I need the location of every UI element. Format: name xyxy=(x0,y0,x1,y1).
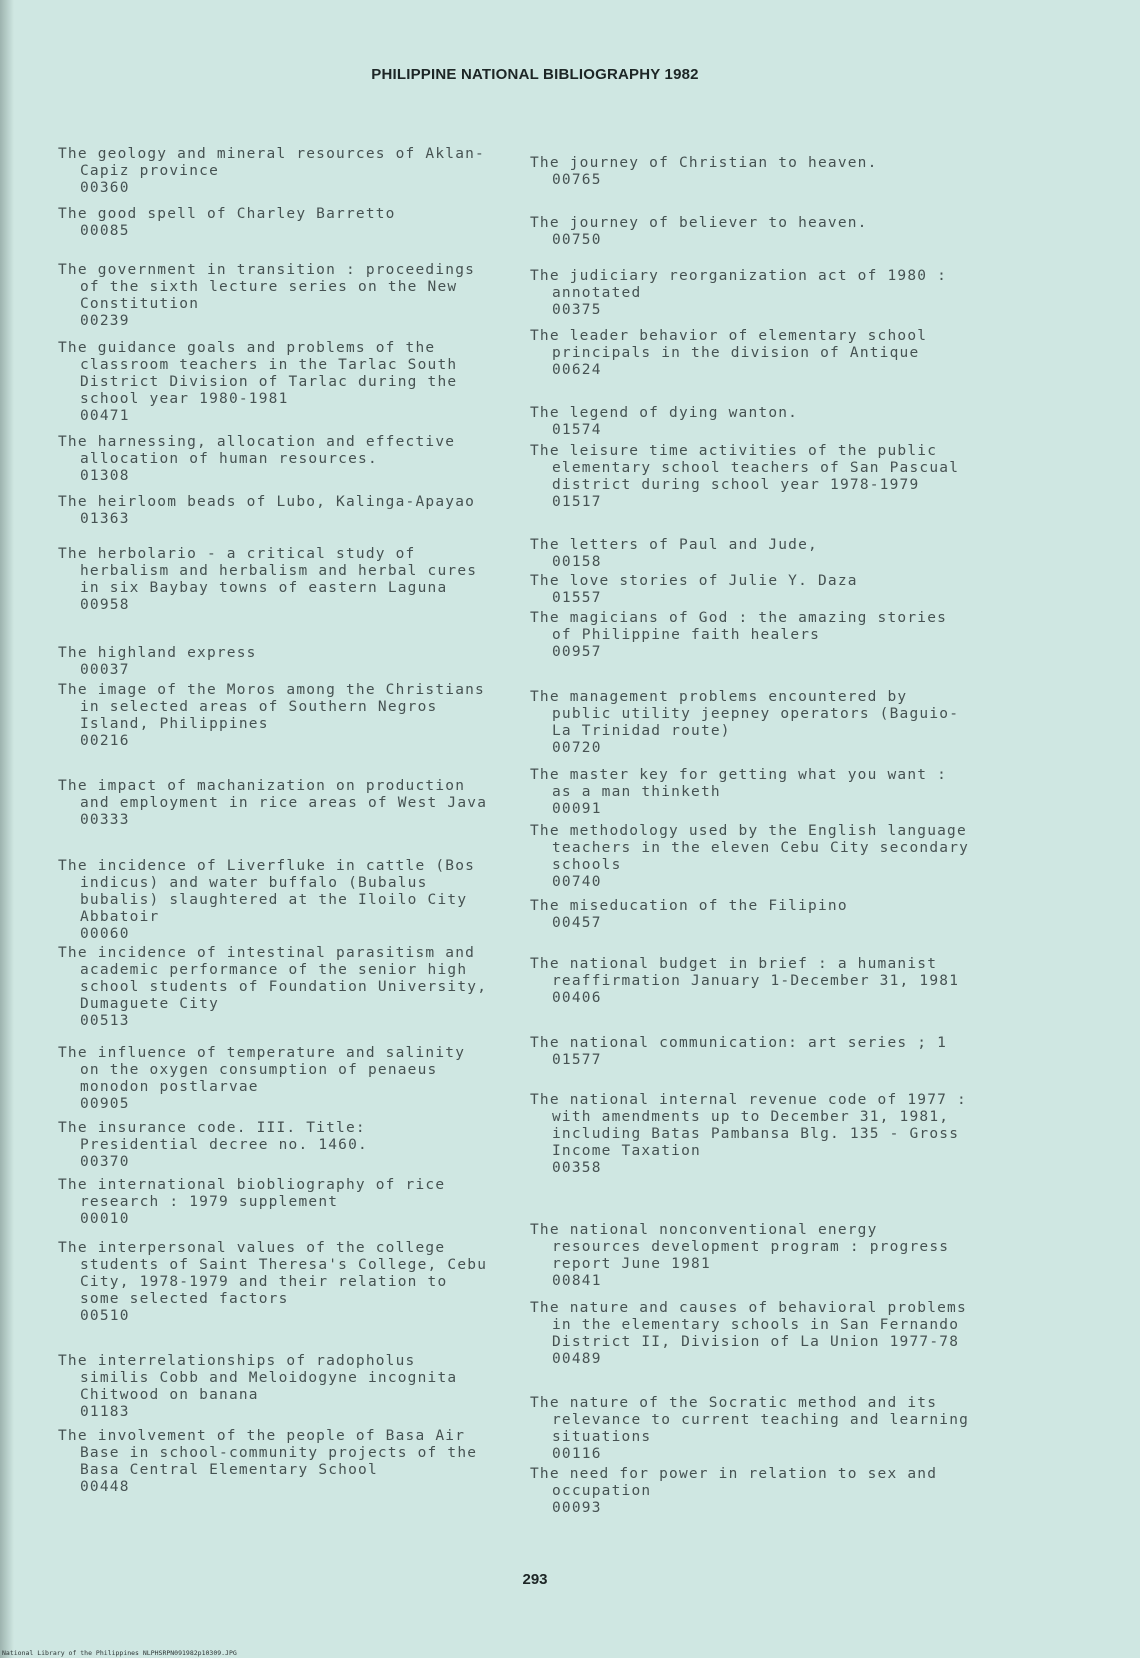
entry-code: 00158 xyxy=(552,554,602,570)
right-bibliography-entry xyxy=(530,443,970,511)
right-bibliography-entry xyxy=(530,823,979,891)
entry-title: The national communication: art series ; 1 xyxy=(530,1035,948,1051)
page-header: PHILIPPINE NATIONAL BIBLIOGRAPHY 1982 xyxy=(371,66,699,83)
entry-title: The geology and mineral resources of Aklan-Capiz province xyxy=(58,146,485,179)
right-bibliography-entry xyxy=(530,610,970,661)
right-bibliography-entry xyxy=(530,1466,970,1517)
entry-title: The national internal revenue code of 1977 : with amendments up to December 31, 1981, including Batas Pambansa Blg. 135 - Gross Income Taxation xyxy=(530,1092,977,1159)
left-bibliography-entry xyxy=(58,1120,488,1171)
entry-title: The master key for getting what you want : as a man thinketh xyxy=(530,767,957,800)
entry-code: 00841 xyxy=(552,1273,602,1289)
left-bibliography-entry xyxy=(58,340,488,425)
entry-title: The guidance goals and problems of the classroom teachers in the Tarlac South District Division of Tarlac during the school year 1980-1981 xyxy=(58,340,468,407)
entry-code: 00375 xyxy=(552,302,602,318)
entry-code: 00958 xyxy=(80,597,130,613)
entry-code: 00091 xyxy=(552,801,602,817)
entry-title: The interrelationships of radopholus similis Cobb and Meloidogyne incognita Chitwood on banana xyxy=(58,1353,468,1403)
entry-title: The herbolario - a critical study of herbalism and herbalism and herbal cures in six Baybay towns of eastern Laguna xyxy=(58,546,488,596)
entry-code: 00510 xyxy=(80,1308,130,1324)
entry-code: 01308 xyxy=(80,468,130,484)
entry-title: The government in transition : proceedings of the sixth lecture series on the New Constitution xyxy=(58,262,485,312)
right-bibliography-entry xyxy=(530,573,970,607)
left-bibliography-entry xyxy=(58,1240,498,1325)
entry-title: The insurance code. III. Title: Presidential decree no. 1460. xyxy=(58,1120,376,1153)
right-bibliography-entry xyxy=(530,328,970,379)
entry-code: 00060 xyxy=(80,926,130,942)
entry-code: 00513 xyxy=(80,1013,130,1029)
entry-code: 00905 xyxy=(80,1096,130,1112)
right-bibliography-entry xyxy=(530,1092,977,1177)
entry-title: The legend of dying wanton. xyxy=(530,405,799,421)
entry-code: 00093 xyxy=(552,1500,602,1516)
left-bibliography-entry xyxy=(58,858,488,943)
entry-title: The influence of temperature and salinity on the oxygen consumption of penaeus monodon postlarvae xyxy=(58,1045,476,1095)
entry-code: 00624 xyxy=(552,362,602,378)
left-bibliography-entry xyxy=(58,778,488,829)
entry-title: The national nonconventional energy resources development program : progress report June 1981 xyxy=(530,1222,960,1272)
entry-title: The need for power in relation to sex and occupation xyxy=(530,1466,948,1499)
entry-code: 01363 xyxy=(80,511,130,527)
entry-title: The incidence of intestinal parasitism and academic performance of the senior high school students of Foundation University, Dumaguete City xyxy=(58,945,498,1012)
entry-title: The letters of Paul and Jude, xyxy=(530,537,818,553)
entry-code: 01557 xyxy=(552,590,602,606)
left-bibliography-entry xyxy=(58,645,488,679)
left-bibliography-entry xyxy=(58,434,488,485)
entry-code: 00750 xyxy=(552,232,602,248)
left-bibliography-entry xyxy=(58,262,488,330)
entry-code: 00360 xyxy=(80,180,130,196)
right-bibliography-entry xyxy=(530,268,970,319)
entry-code: 00239 xyxy=(80,313,130,329)
right-bibliography-entry xyxy=(530,405,970,439)
entry-title: The highland express xyxy=(58,645,257,661)
entry-title: The interpersonal values of the college students of Saint Theresa's College, Cebu City, 1978-1979 and their relation to some selected factors xyxy=(58,1240,498,1307)
entry-title: The national budget in brief : a humanist reaffirmation January 1-December 31, 1981 xyxy=(530,956,960,989)
entry-code: 00358 xyxy=(552,1160,602,1176)
left-bibliography-entry xyxy=(58,146,488,197)
right-bibliography-entry xyxy=(530,898,970,932)
entry-code: 01577 xyxy=(552,1052,602,1068)
scan-footer: National Library of the Philippines NLPHSRPN091982p10309.JPG xyxy=(2,1649,237,1657)
entry-code: 00216 xyxy=(80,733,130,749)
left-bibliography-entry xyxy=(58,546,488,614)
left-bibliography-entry xyxy=(58,1045,488,1113)
entry-code: 00457 xyxy=(552,915,602,931)
left-bibliography-entry xyxy=(58,945,498,1030)
entry-title: The leisure time activities of the public elementary school teachers of San Pascual district during school year 1978-1979 xyxy=(530,443,970,493)
entry-title: The methodology used by the English language teachers in the eleven Cebu City secondary schools xyxy=(530,823,979,873)
entry-title: The love stories of Julie Y. Daza xyxy=(530,573,858,589)
entry-title: The judiciary reorganization act of 1980 : annotated xyxy=(530,268,957,301)
entry-code: 01183 xyxy=(80,1404,130,1420)
right-bibliography-entry xyxy=(530,767,970,818)
entry-title: The nature of the Socratic method and its relevance to current teaching and learning situations xyxy=(530,1395,979,1445)
entry-code: 00765 xyxy=(552,172,602,188)
entry-code: 00740 xyxy=(552,874,602,890)
entry-code: 00489 xyxy=(552,1351,602,1367)
right-bibliography-entry xyxy=(530,956,970,1007)
entry-title: The incidence of Liverfluke in cattle (Bos indicus) and water buffalo (Bubalus bubalis) slaughtered at the Iloilo City Abbatoir xyxy=(58,858,485,925)
entry-title: The heirloom beads of Lubo, Kalinga-Apayao xyxy=(58,494,476,510)
page-binding-shadow xyxy=(0,0,14,1658)
entry-title: The journey of believer to heaven. xyxy=(530,215,868,231)
entry-title: The involvement of the people of Basa Air Base in school-community projects of the Basa Central Elementary School xyxy=(58,1428,488,1478)
entry-code: 00010 xyxy=(80,1211,130,1227)
left-bibliography-entry xyxy=(58,206,488,240)
left-bibliography-entry xyxy=(58,1428,488,1496)
left-bibliography-entry xyxy=(58,682,495,750)
right-bibliography-entry xyxy=(530,1395,979,1463)
entry-code: 00116 xyxy=(552,1446,602,1462)
entry-title: The miseducation of the Filipino xyxy=(530,898,848,914)
entry-code: 00448 xyxy=(80,1479,130,1495)
right-bibliography-entry xyxy=(530,1035,970,1069)
entry-code: 00471 xyxy=(80,408,130,424)
entry-title: The good spell of Charley Barretto xyxy=(58,206,396,222)
entry-title: The harnessing, allocation and effective allocation of human resources. xyxy=(58,434,466,467)
entry-code: 00085 xyxy=(80,223,130,239)
entry-code: 00720 xyxy=(552,740,602,756)
entry-code: 00037 xyxy=(80,662,130,678)
entry-code: 00406 xyxy=(552,990,602,1006)
entry-code: 01574 xyxy=(552,422,602,438)
entry-title: The leader behavior of elementary school principals in the division of Antique xyxy=(530,328,938,361)
right-bibliography-entry xyxy=(530,215,970,249)
entry-title: The impact of machanization on production and employment in rice areas of West Java xyxy=(58,778,488,811)
right-bibliography-entry xyxy=(530,537,970,571)
entry-title: The magicians of God : the amazing stories of Philippine faith healers xyxy=(530,610,957,643)
entry-code: 00333 xyxy=(80,812,130,828)
right-bibliography-entry xyxy=(530,155,970,189)
entry-title: The nature and causes of behavioral problems in the elementary schools in San Fernando District II, Division of La Union 1977-78 xyxy=(530,1300,977,1350)
entry-title: The management problems encountered by public utility jeepney operators (Baguio-La Trinidad route) xyxy=(530,689,960,739)
page-number: 293 xyxy=(522,1571,548,1588)
right-bibliography-entry xyxy=(530,1300,977,1368)
entry-code: 00957 xyxy=(552,644,602,660)
left-bibliography-entry xyxy=(58,1353,488,1421)
left-bibliography-entry xyxy=(58,1177,488,1228)
entry-title: The international biobliography of rice research : 1979 supplement xyxy=(58,1177,456,1210)
entry-title: The journey of Christian to heaven. xyxy=(530,155,878,171)
entry-code: 00370 xyxy=(80,1154,130,1170)
left-bibliography-entry xyxy=(58,494,488,528)
right-bibliography-entry xyxy=(530,1222,970,1290)
entry-code: 01517 xyxy=(552,494,602,510)
right-bibliography-entry xyxy=(530,689,970,757)
entry-title: The image of the Moros among the Christians in selected areas of Southern Negros Island, Philippines xyxy=(58,682,495,732)
